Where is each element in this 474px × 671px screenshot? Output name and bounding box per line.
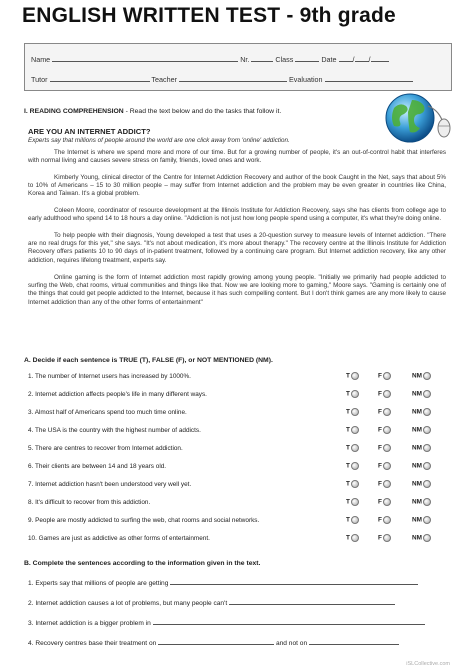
teacher-field[interactable] bbox=[179, 74, 287, 82]
radio-icon[interactable] bbox=[351, 408, 359, 416]
option-false[interactable]: F bbox=[378, 444, 391, 452]
question-text: 6. Their clients are between 14 and 18 years old. bbox=[28, 463, 167, 470]
list-item bbox=[28, 390, 448, 402]
question-text: 7. Internet addiction hasn't been understood very well yet. bbox=[28, 481, 192, 488]
header-row-2 bbox=[31, 74, 413, 84]
nr-label: Nr. bbox=[240, 55, 250, 64]
class-field[interactable] bbox=[295, 54, 319, 62]
radio-icon[interactable] bbox=[423, 516, 431, 524]
date-day-field[interactable] bbox=[339, 54, 353, 62]
question-text: 1. The number of Internet users has increased by 1000%. bbox=[28, 373, 191, 380]
option-false[interactable]: F bbox=[378, 462, 391, 470]
radio-icon[interactable] bbox=[423, 408, 431, 416]
list-item bbox=[28, 480, 448, 492]
article-paragraph: Online gaming is the form of Internet addiction most rapidly growing among young people. "Initially we primarily had people addicted to surfing the Web, chat rooms, virtual communities and things like that. Now we are looking more to gaming," Moore says. "Gaming is certainly one of the things that could get people addicted to the Internet, because it has such compelling content. But I don't think games are any more likely to cause Internet addiction than any of the other forms of entertainment" bbox=[28, 274, 446, 306]
section-reading-heading bbox=[24, 108, 281, 115]
evaluation-label: Evaluation bbox=[288, 75, 323, 84]
radio-icon[interactable] bbox=[351, 390, 359, 398]
globe-mouse-icon bbox=[378, 88, 452, 146]
radio-icon[interactable] bbox=[351, 516, 359, 524]
radio-icon[interactable] bbox=[423, 390, 431, 398]
list-item bbox=[28, 598, 448, 607]
option-false[interactable]: F bbox=[378, 408, 391, 416]
option-false[interactable]: F bbox=[378, 480, 391, 488]
option-true[interactable]: T bbox=[346, 462, 359, 470]
radio-icon[interactable] bbox=[351, 480, 359, 488]
date-year-field[interactable] bbox=[368, 54, 389, 64]
option-not-mentioned[interactable]: NM bbox=[412, 372, 431, 380]
sentence-text: 4. Recovery centres base their treatment on bbox=[28, 640, 157, 647]
radio-icon[interactable] bbox=[383, 462, 391, 470]
option-not-mentioned[interactable]: NM bbox=[412, 498, 431, 506]
date-label: Date bbox=[321, 55, 337, 64]
section-a-heading: A. Decide if each sentence is TRUE (T), FALSE (F), or NOT MENTIONED (NM). bbox=[24, 357, 273, 364]
section-b-heading: B. Complete the sentences according to the information given in the text. bbox=[24, 560, 261, 567]
question-text: 3. Almost half of Americans spend too much time online. bbox=[28, 409, 187, 416]
list-item bbox=[28, 534, 448, 546]
radio-icon[interactable] bbox=[383, 408, 391, 416]
radio-icon[interactable] bbox=[423, 480, 431, 488]
list-item bbox=[28, 426, 448, 438]
list-item bbox=[28, 462, 448, 474]
list-item bbox=[28, 618, 448, 627]
radio-icon[interactable] bbox=[423, 444, 431, 452]
option-true[interactable]: T bbox=[346, 390, 359, 398]
radio-icon[interactable] bbox=[423, 498, 431, 506]
option-false[interactable]: F bbox=[378, 390, 391, 398]
question-text: 8. It's difficult to recover from this addiction. bbox=[28, 499, 151, 506]
option-true[interactable]: T bbox=[346, 516, 359, 524]
answer-field[interactable] bbox=[229, 598, 395, 605]
sentence-text: 3. Internet addiction is a bigger problem in bbox=[28, 620, 151, 627]
radio-icon[interactable] bbox=[383, 372, 391, 380]
option-not-mentioned[interactable]: NM bbox=[412, 462, 431, 470]
student-info-box bbox=[24, 43, 452, 91]
answer-field[interactable] bbox=[170, 578, 418, 585]
page-title: ENGLISH WRITTEN TEST - 9th grade bbox=[22, 4, 396, 27]
radio-icon[interactable] bbox=[423, 426, 431, 434]
tutor-label: Tutor bbox=[31, 75, 48, 84]
option-true[interactable]: T bbox=[346, 534, 359, 542]
answer-field[interactable] bbox=[158, 638, 274, 645]
radio-icon[interactable] bbox=[351, 498, 359, 506]
article-paragraph: Kimberly Young, clinical director of the Centre for Internet Addiction Recovery and author of the book Caught in the Net, says that about 5% to 10% of Americans – 15 to 30 million people – may suffer from Internet addiction and the problem may be even greater in countries like China, Korea and Taiwan. It's a global problem. bbox=[28, 174, 446, 198]
date-separator: / bbox=[368, 55, 371, 64]
tutor-field[interactable] bbox=[50, 74, 150, 82]
radio-icon[interactable] bbox=[383, 426, 391, 434]
option-false[interactable]: F bbox=[378, 372, 391, 380]
option-not-mentioned[interactable]: NM bbox=[412, 408, 431, 416]
radio-icon[interactable] bbox=[423, 462, 431, 470]
list-item bbox=[28, 372, 448, 384]
evaluation-field[interactable] bbox=[325, 74, 413, 82]
option-false[interactable]: F bbox=[378, 426, 391, 434]
date-separator: / bbox=[352, 55, 355, 64]
section-instruction: - Read the text below and do the tasks that follow it. bbox=[123, 108, 282, 115]
answer-field[interactable] bbox=[309, 638, 399, 645]
radio-icon[interactable] bbox=[351, 426, 359, 434]
radio-icon[interactable] bbox=[383, 534, 391, 542]
question-text: 4. The USA is the country with the highest number of addicts. bbox=[28, 427, 201, 434]
option-true[interactable]: T bbox=[346, 426, 359, 434]
radio-icon[interactable] bbox=[351, 462, 359, 470]
class-label: Class bbox=[275, 55, 294, 64]
teacher-label: Teacher bbox=[151, 75, 177, 84]
list-item bbox=[28, 578, 448, 587]
option-not-mentioned[interactable]: NM bbox=[412, 390, 431, 398]
option-false[interactable]: F bbox=[378, 534, 391, 542]
list-item bbox=[28, 516, 448, 528]
radio-icon[interactable] bbox=[383, 516, 391, 524]
radio-icon[interactable] bbox=[383, 390, 391, 398]
sentence-text: 1. Experts say that millions of people are getting bbox=[28, 580, 169, 587]
radio-icon[interactable] bbox=[383, 480, 391, 488]
nr-field[interactable] bbox=[251, 54, 273, 62]
option-true[interactable]: T bbox=[346, 444, 359, 452]
article-paragraph: The Internet is where we spend more and more of our time. But for a growing number of people, it's an out-of-control habit that interferes with normal living and causes severe stress on family, friends, loved ones and work. bbox=[28, 149, 446, 165]
option-not-mentioned[interactable]: NM bbox=[412, 426, 431, 434]
article-title: ARE YOU AN INTERNET ADDICT? bbox=[28, 127, 151, 136]
question-text: 2. Internet addiction affects people's life in many different ways. bbox=[28, 391, 207, 398]
radio-icon[interactable] bbox=[423, 534, 431, 542]
option-false[interactable]: F bbox=[378, 516, 391, 524]
radio-icon[interactable] bbox=[383, 444, 391, 452]
option-true[interactable]: T bbox=[346, 480, 359, 488]
option-not-mentioned[interactable]: NM bbox=[412, 534, 431, 542]
list-item bbox=[28, 498, 448, 510]
radio-icon[interactable] bbox=[351, 444, 359, 452]
section-title: I. READING COMPREHENSION bbox=[24, 108, 124, 115]
article-paragraph: Coleen Moore, coordinator of resource development at the Illinois Institute for Addiction Recovery, says she has clients from college age to early adulthood who spend 14 to 18 hours a day online. "Addiction is not just how long people spend using a computer, it's what they're doing online. bbox=[28, 207, 446, 223]
radio-icon[interactable] bbox=[351, 372, 359, 380]
list-item bbox=[28, 444, 448, 456]
list-item bbox=[28, 638, 448, 647]
option-true[interactable]: T bbox=[346, 498, 359, 506]
option-false[interactable]: F bbox=[378, 498, 391, 506]
option-not-mentioned[interactable]: NM bbox=[412, 444, 431, 452]
name-field[interactable] bbox=[52, 54, 238, 62]
question-text: 5. There are centres to recover from Internet addiction. bbox=[28, 445, 183, 452]
radio-icon[interactable] bbox=[423, 372, 431, 380]
name-label: Name bbox=[31, 55, 51, 64]
article-lead: Experts say that millions of people around the world are one click away from 'online' addiction. bbox=[28, 137, 290, 144]
option-true[interactable]: T bbox=[346, 408, 359, 416]
sentence-text: 2. Internet addiction causes a lot of problems, but many people can't bbox=[28, 600, 228, 607]
answer-field[interactable] bbox=[153, 618, 425, 625]
article-paragraph: To help people with their diagnosis, Young developed a test that uses a 20-question survey to measure levels of Internet addiction. "There are no real drugs for this yet," she says. "It's not about medication, it's more about therapy." The recovery centre at the Illinois Institute for Addiction Recovery offers patients 10 to 90 days of in-patient treatment, followed by a continuing care program. But Internet addiction recovery, like any other addiction, requires lifelong treatment, experts say. bbox=[28, 232, 446, 264]
question-text: 9. People are mostly addicted to surfing the web, chat rooms and social networks. bbox=[28, 517, 260, 524]
question-text: 10. Games are just as addictive as other forms of entertainment. bbox=[28, 535, 210, 542]
option-not-mentioned[interactable]: NM bbox=[412, 480, 431, 488]
option-true[interactable]: T bbox=[346, 372, 359, 380]
radio-icon[interactable] bbox=[351, 534, 359, 542]
header-row-1 bbox=[31, 54, 389, 64]
option-not-mentioned[interactable]: NM bbox=[412, 516, 431, 524]
list-item bbox=[28, 408, 448, 420]
date-month-field[interactable] bbox=[352, 54, 369, 64]
watermark-footer: iSLCollective.com bbox=[406, 661, 450, 667]
sentence-text: and not on bbox=[275, 640, 308, 647]
radio-icon[interactable] bbox=[383, 498, 391, 506]
